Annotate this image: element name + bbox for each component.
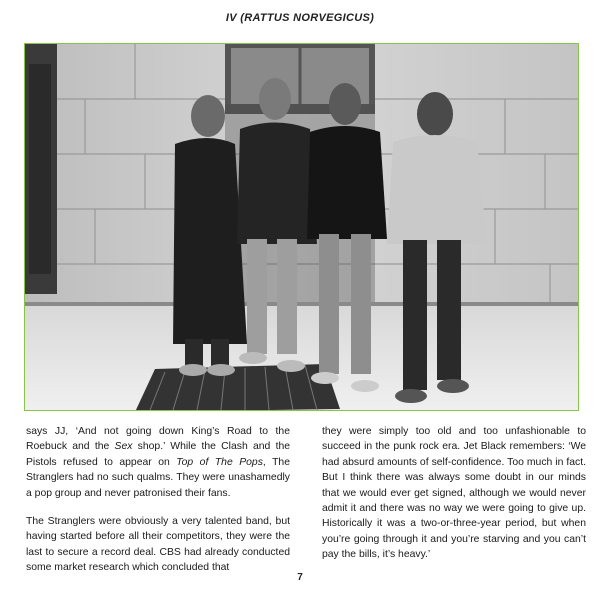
right-column xyxy=(322,424,586,563)
band-photo xyxy=(24,43,579,411)
right-paragraph-1: they were simply too old and too unfashionable to succeed in the punk rock era. Jet Black remembers: ‘We had absurd amounts of self-confidence. Too much in fact. But I think there was always some doubt in our minds that we would ever get signed, although we would never admit it and there was no way we were going to give up. Historically it was a two-or-three-year period, but when you’re going through it and you’re starving and you can’t pay the bills, it’s heavy.’ xyxy=(322,426,586,561)
left-paragraph-2: The Stranglers were obviously a very talented band, but having started before all their competitors, they were the last to secure a record deal. CBS had already conducted some market research which concluded that xyxy=(26,516,290,574)
band-photo-image xyxy=(25,44,579,411)
left-paragraph-1: says JJ, ‘And not going down King’s Road to the Roebuck and the Sex shop.’ While the Clash and the Pistols refused to appear on Top of The Pops, The Stranglers had no such qualms. They were unashamedly a pop group and never patronised their fans. xyxy=(26,426,291,499)
left-column xyxy=(26,424,290,576)
text-columns xyxy=(26,424,586,574)
page-header: IV (RATTUS NORVEGICUS) xyxy=(225,12,375,24)
page-number: 7 xyxy=(297,572,303,583)
